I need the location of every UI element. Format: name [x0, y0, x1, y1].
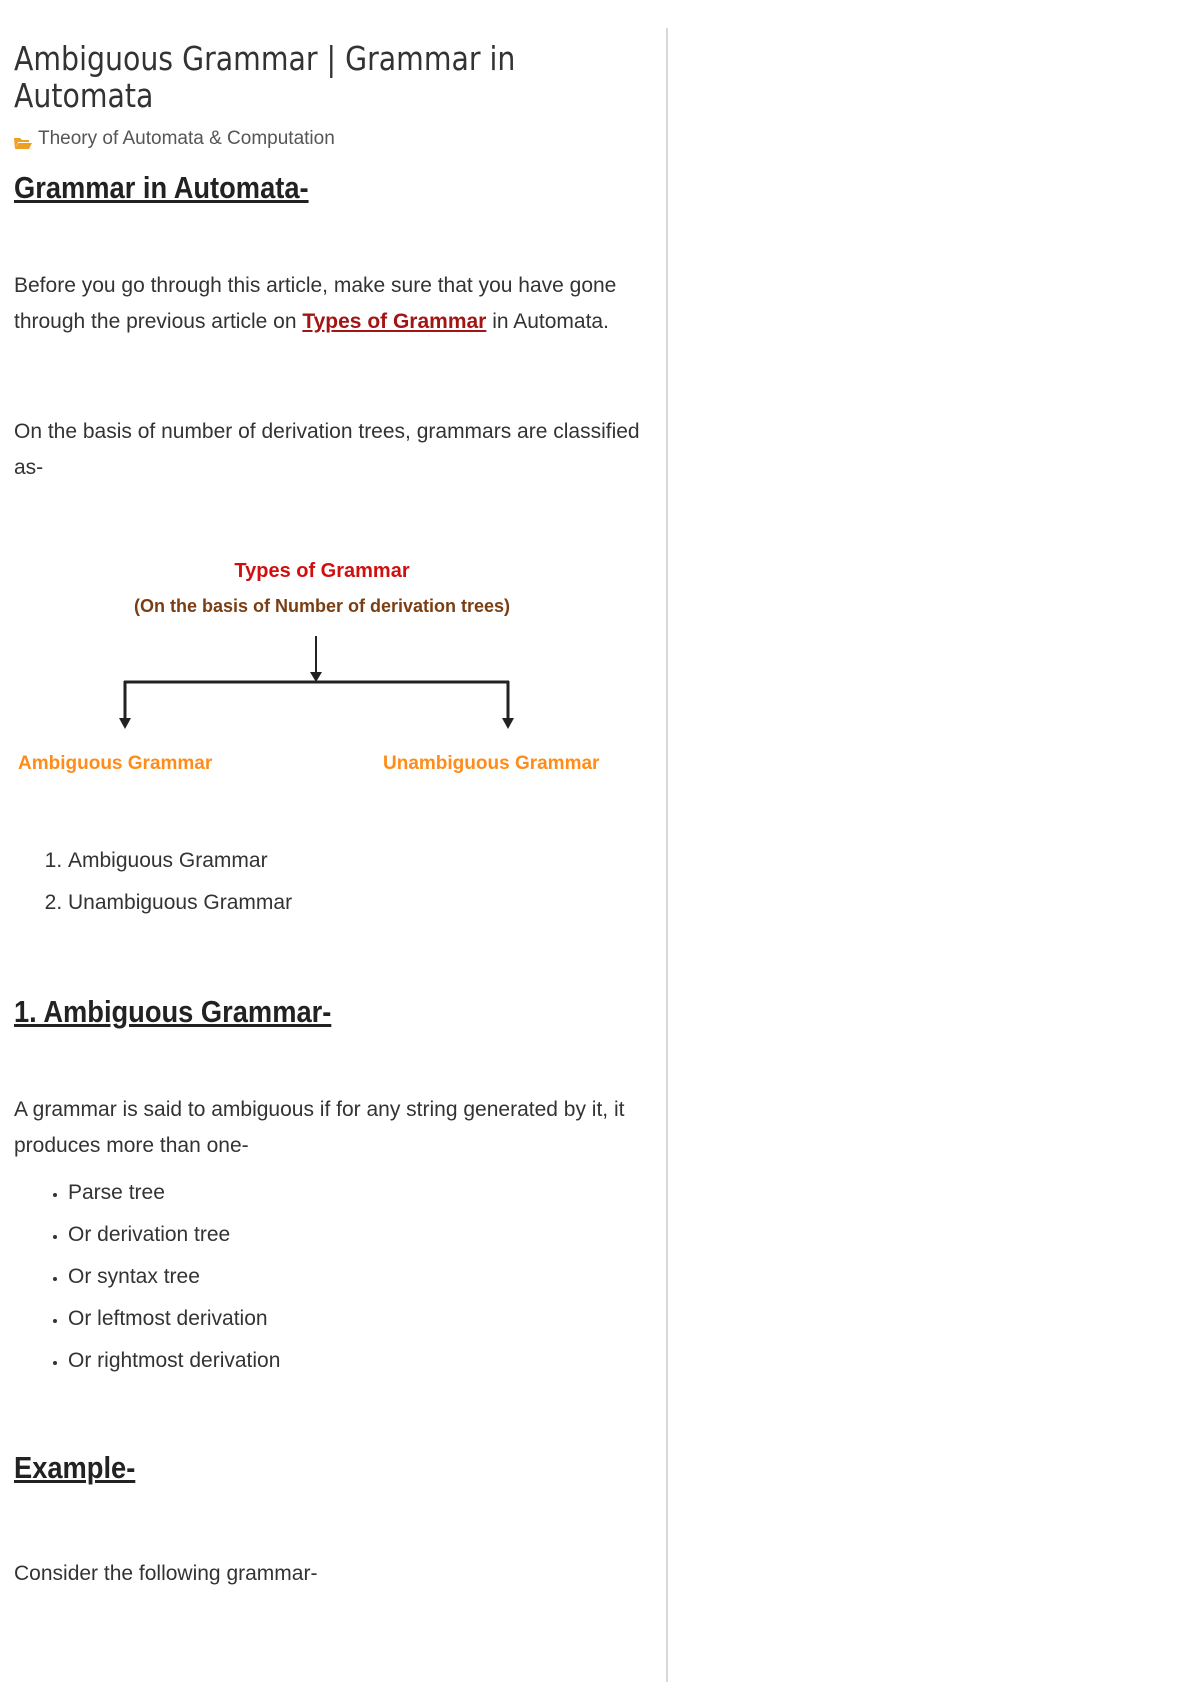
tree-types-list [14, 1172, 654, 1382]
list-item: 1. Ambiguous Grammar [68, 840, 654, 882]
types-of-grammar-link[interactable]: Types of Grammar [302, 310, 487, 333]
category-label: Theory of Automata & Computation [38, 128, 335, 149]
basis-paragraph: On the basis of number of derivation trees, grammars are classified as- [14, 420, 640, 479]
intro-paragraph [14, 268, 654, 340]
definition-paragraph: A grammar is said to ambiguous if for any string generated by it, it produces more than one- [14, 1098, 625, 1157]
section-heading-ambiguous: 1. Ambiguous Grammar- [14, 994, 332, 1029]
diagram-label-unambiguous: Unambiguous Grammar [383, 753, 600, 774]
diagram-subtitle: (On the basis of Number of derivation trees) [133, 596, 511, 616]
section-heading-example: Example- [14, 1450, 136, 1485]
diagram-label-ambiguous: Ambiguous Grammar [18, 753, 213, 774]
article-content [14, 40, 654, 1592]
list-item: • Or rightmost derivation [68, 1340, 654, 1382]
category-link[interactable] [14, 128, 654, 150]
list-item: 2. Unambiguous Grammar [68, 882, 654, 924]
intro-text-after: in Automata. [486, 310, 609, 333]
list-item: • Parse tree [68, 1172, 654, 1214]
example-paragraph: Consider the following grammar- [14, 1562, 318, 1585]
list-item: • Or derivation tree [68, 1214, 654, 1256]
grammar-types-diagram [14, 560, 654, 800]
section-heading-grammar: Grammar in Automata- [14, 170, 309, 205]
list-item: • Or syntax tree [68, 1256, 654, 1298]
sidebar-divider [666, 28, 668, 1682]
intro-text-before: Before you go through this article, make sure that you have gone through the previous article on [14, 274, 617, 333]
folder-icon [14, 134, 32, 147]
list-item: • Or leftmost derivation [68, 1298, 654, 1340]
grammar-types-list [14, 840, 654, 924]
diagram-title: Types of Grammar [234, 560, 410, 582]
page-title: Ambiguous Grammar | Grammar in Automata [14, 39, 516, 115]
diagram-arrows [14, 636, 654, 756]
